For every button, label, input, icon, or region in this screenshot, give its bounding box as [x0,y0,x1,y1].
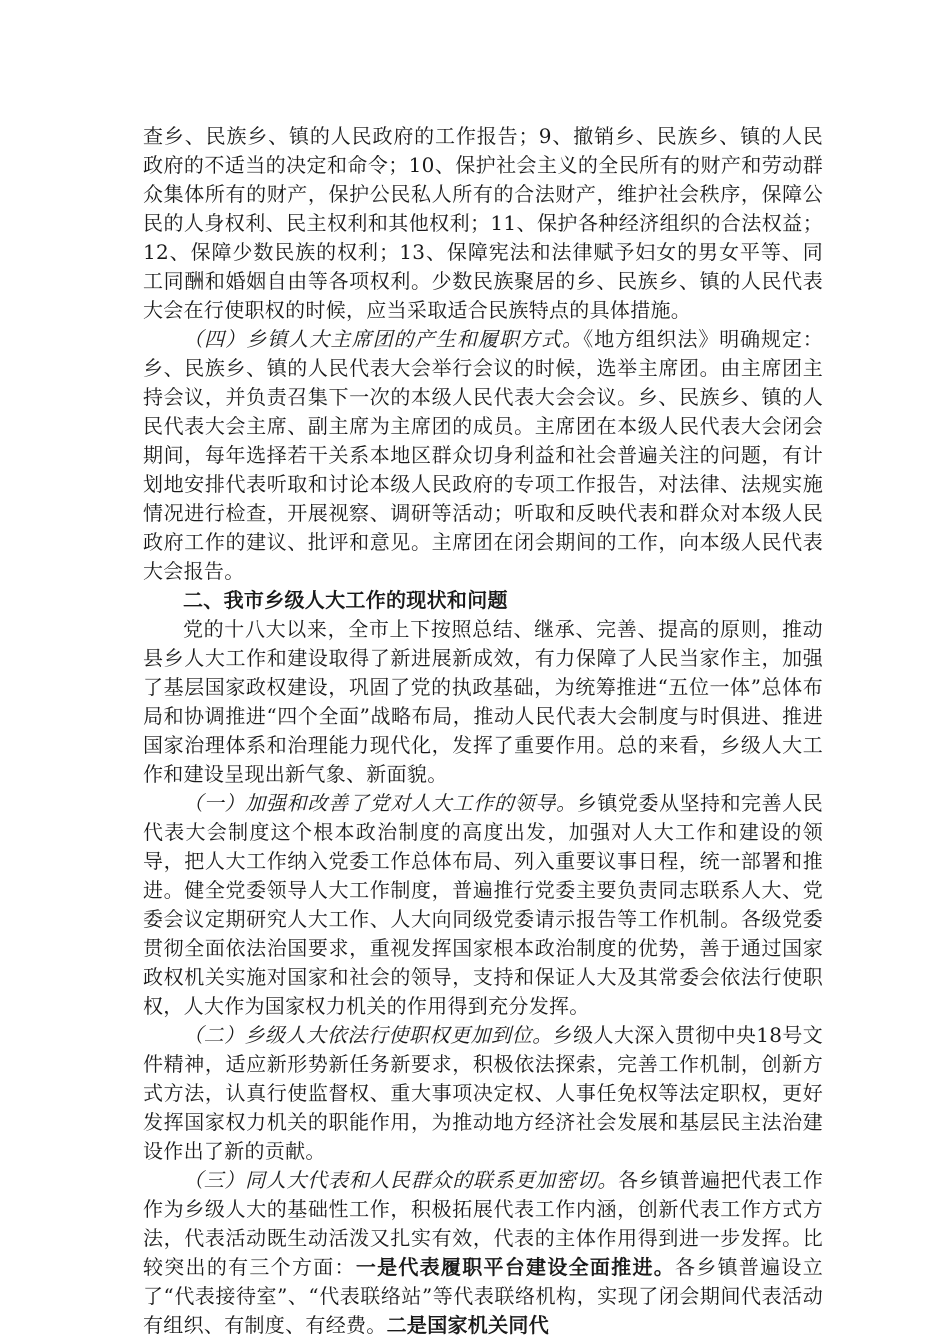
paragraph-lead: （一）加强和改善了党对人大工作的领导。 [183,791,577,815]
paragraph-lead: （三）同人大代表和人民群众的联系更加密切。 [183,1168,619,1192]
paragraph-party-leadership [143,789,823,1021]
paragraph-overview: 党的十八大以来，全市上下按照总结、继承、完善、提高的原则，推动县乡人大工作和建设取得了新进展新成效，有力保障了人民当家作主，加强了基层国家政权建设，巩固了党的执政基础，为统筹推进“五位一体”总体布局和协调推进“四个全面”战略布局，推动人民代表大会制度与时俱进、推进国家治理体系和治理能力现代化，发挥了重要作用。总的来看，乡级人大工作和建设呈现出新气象、新面貌。 [143,617,823,786]
paragraph-emphasis: 一是代表履职平台建设全面推进。 [355,1255,676,1279]
paragraph-body: 乡镇党委从坚持和完善人民代表大会制度这个根本政治制度的高度出发，加强对人大工作和建设的领导，把人大工作纳入党委工作总体布局、列入重要议事日程，统一部署和推进。健全党委领导人大工作制度，普遍推行党委主要负责同志联系人大、党委会议定期研究人大工作、人大向同级党委请示报告等工作机制。各级党委贯彻全面依法治国要求，重视发挥国家根本政治制度的优势，善于通过国家政权机关实施对国家和社会的领导，支持和保证人大及其常委会依法行使职权，人大作为国家权力机关的作用得到充分发挥。 [143,791,824,1018]
document-page [143,122,823,1340]
paragraph-township-powers: 查乡、民族乡、镇的人民政府的工作报告；9、撤销乡、民族乡、镇的人民政府的不适当的决定和命令；10、保护社会主义的全民所有的财产和劳动群众集体所有的财产，保护公民私人所有的合法财产，维护社会秩序，保障公民的人身权利、民主权利和其他权利；11、保护各种经济组织的合法权益；12、保障少数民族的权利；13、保障宪法和法律赋予妇女的男女平等、同工同酬和婚姻自由等各项权利。少数民族聚居的乡、民族乡、镇的人民代表大会在行使职权的时候，应当采取适合民族特点的具体措施。 [143,124,823,322]
paragraph-lead: （四）乡镇人大主席团的产生和履职方式。 [183,327,584,351]
section-heading: 二、我市乡级人大工作的现状和问题 [183,588,508,612]
paragraph-powers-exercise [143,1021,823,1166]
paragraph-representatives [143,1166,823,1340]
paragraph-presidium [143,325,823,586]
paragraph-body: 各乡镇普遍设立了“代表接待室”、“代表联络站”等代表联络机构，实现了闭会期间代表活动有组织、有制度、有经费。 [143,1255,824,1337]
paragraph-body: 乡级人大深入贯彻中央18号文件精神，适应新形势新任务新要求，积极依法探索，完善工作机制，创新方式方法，认真行使监督权、重大事项决定权、人事任免权等法定职权，更好发挥国家权力机关的职能作用，为推动地方经济社会发展和基层民主法治建设作出了新的贡献。 [143,1023,823,1163]
paragraph-body: 各乡镇普遍把代表工作作为乡级人大的基础性工作，积极拓展代表工作内涵，创新代表工作方式方法，代表活动既生动活泼又扎实有效，代表的主体作用得到进一步发挥。比较突出的有三个方面： [143,1168,824,1279]
paragraph-lead: （二）乡级人大依法行使职权更加到位。 [183,1023,553,1047]
paragraph-body: 《地方组织法》明确规定：乡、民族乡、镇的人民代表大会举行会议的时候，选举主席团。由主席团主持会议，并负责召集下一次的本级人民代表大会会议。乡、民族乡、镇的人民代表大会主席、副主席为主席团的成员。主席团在本级人民代表大会闭会期间，每年选择若干关系本地区群众切身利益和社会普遍关注的问题，有计划地安排代表听取和讨论本级人民政府的专项工作报告，对法律、法规实施情况进行检查，开展视察、调研等活动；听取和反映代表和群众对本级人民政府工作的建议、批评和意见。主席团在闭会期间的工作，向本级人民代表大会报告。 [143,327,823,583]
paragraph-emphasis: 二是国家机关同代 [386,1313,550,1337]
